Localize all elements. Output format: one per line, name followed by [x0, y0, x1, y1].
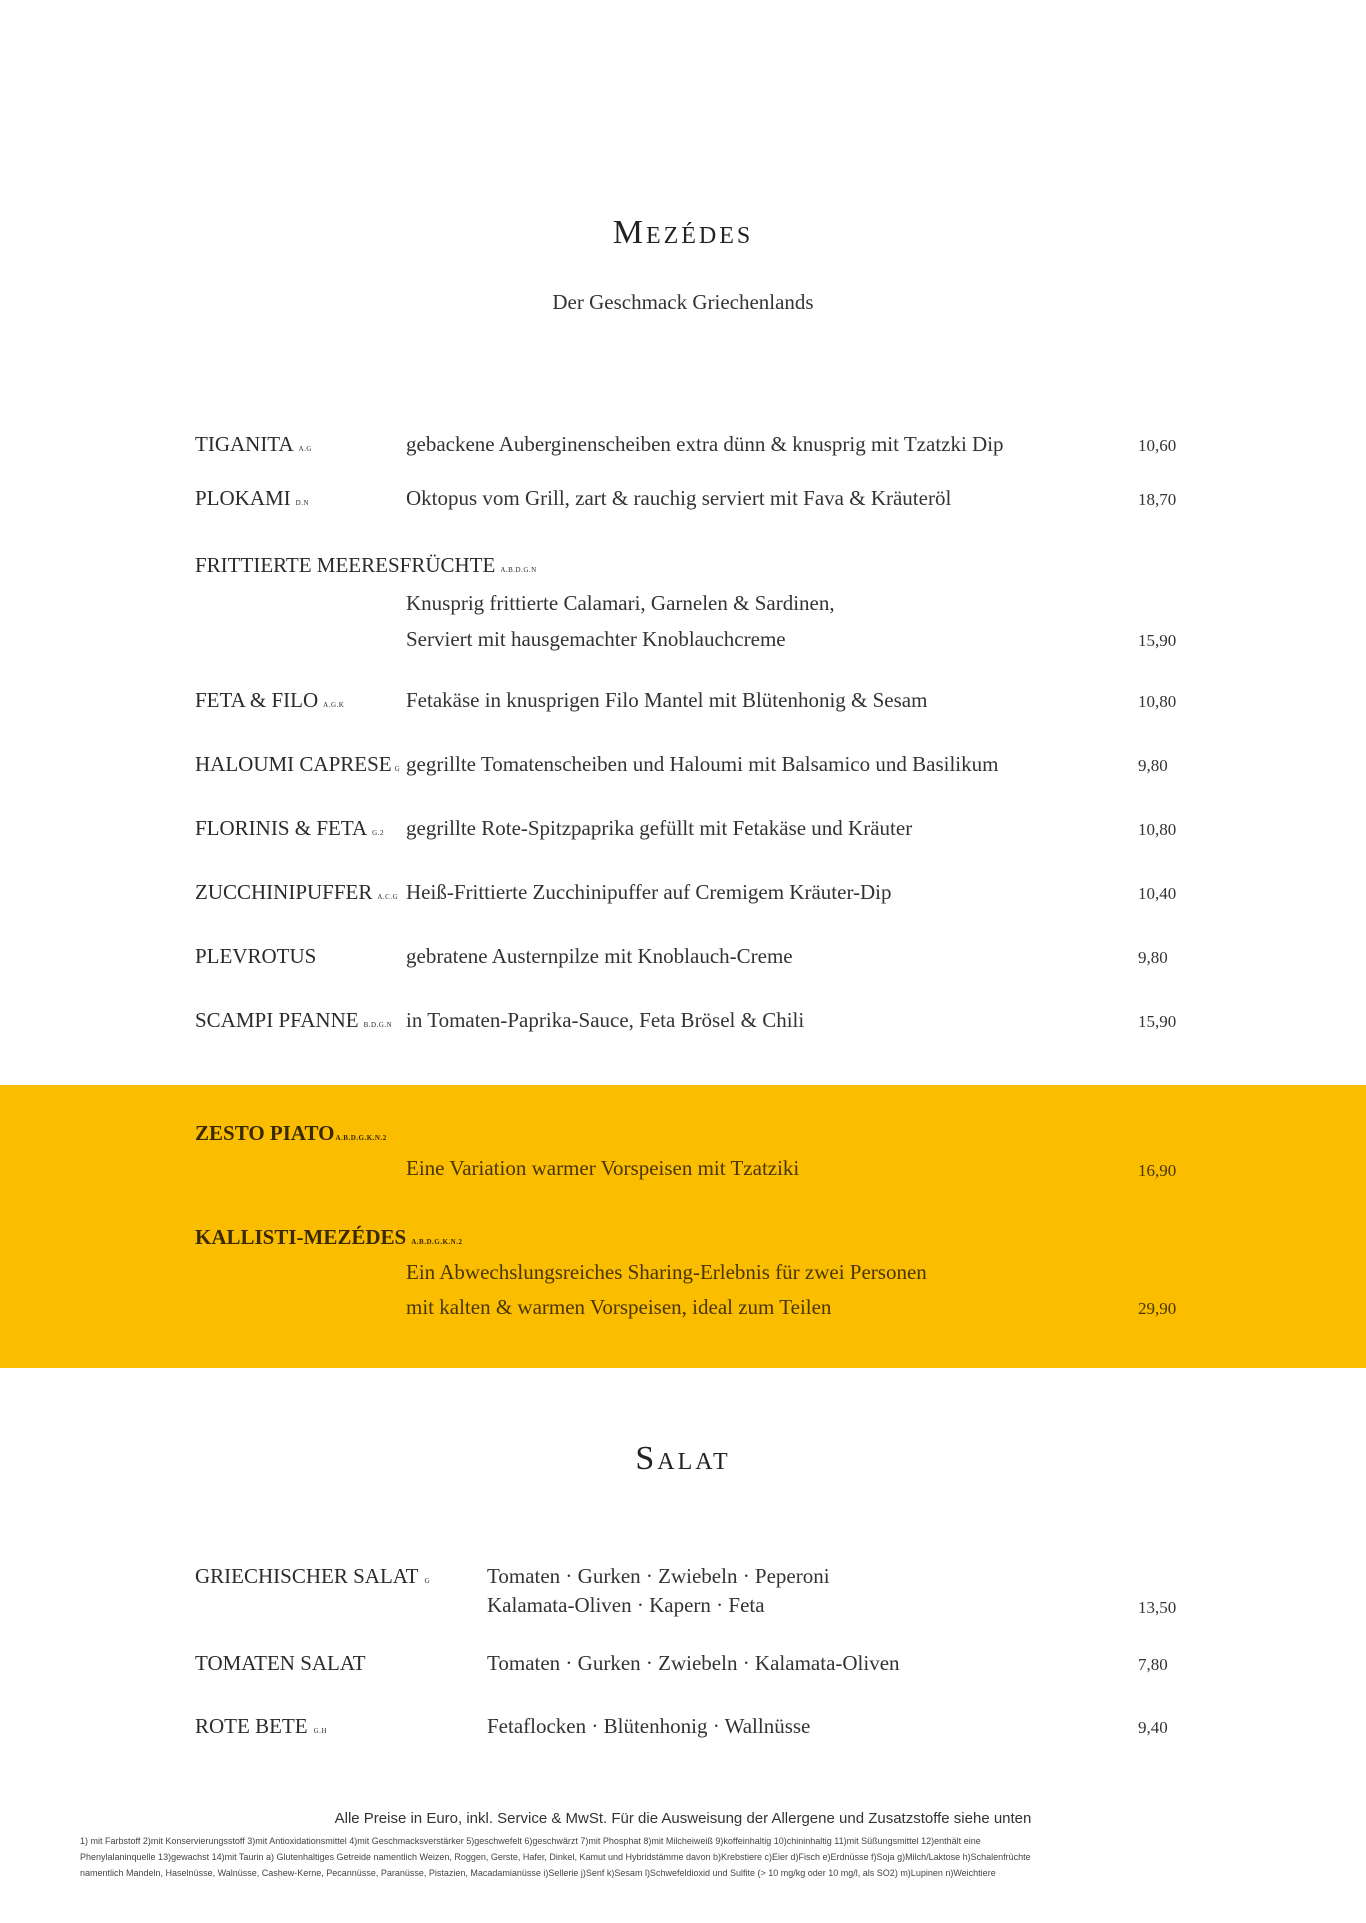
- item-name: ROTE BETE G.H: [195, 1714, 327, 1738]
- item-description-line1: Knusprig frittierte Calamari, Garnelen & Sardinen,: [406, 591, 835, 615]
- item-price: 16,90: [1138, 1161, 1177, 1180]
- allergen-codes: A.B.D.G.K.N.2: [411, 1238, 463, 1246]
- allergen-codes: A.B.D.G.N: [500, 566, 537, 574]
- item-description: gebackene Auberginenscheiben extra dünn & knusprig mit Tzatzki Dip: [406, 432, 1004, 456]
- allergen-codes: G: [394, 765, 401, 773]
- footer-allergen-legend-line1: 1) mit Farbstoff 2)mit Konservierungsstoff 3)mit Antioxidationsmittel 4)mit Geschmacksverstärker 5)geschwefelt 6)geschwärzt 7)mit Phosphat 8)mit Milcheiweiß 9)koffeinhaltig 10)chininhaltig 11)mit Süßungsmittel 12)enthält eine: [80, 1836, 981, 1846]
- item-description: Fetakäse in knusprigen Filo Mantel mit Blütenhonig & Sesam: [406, 688, 928, 712]
- item-description: Fetaflocken · Blütenhonig · Wallnüsse: [487, 1714, 811, 1738]
- item-price: 18,70: [1138, 490, 1177, 509]
- specials-highlight-band: [0, 1085, 1366, 1368]
- item-name: SCAMPI PFANNE B.D.G.N: [195, 1008, 393, 1032]
- item-price: 10,80: [1138, 692, 1177, 711]
- section-subtitle: Der Geschmack Griechenlands: [552, 290, 814, 314]
- item-description: Tomaten · Gurken · Zwiebeln · Kalamata-Oliven: [487, 1651, 900, 1675]
- item-description: gegrillte Tomatenscheiben und Haloumi mit Balsamico und Basilikum: [406, 752, 999, 776]
- allergen-codes: A.G: [298, 445, 312, 453]
- item-name: PLOKAMI D.N: [195, 486, 310, 510]
- item-price: 9,40: [1138, 1718, 1168, 1737]
- item-price: 10,80: [1138, 820, 1177, 839]
- allergen-codes: D.N: [295, 499, 310, 507]
- menu-item-tomaten-salat: [0, 1651, 1366, 1691]
- item-name: FRITTIERTE MEERESFRÜCHTE A.B.D.G.N: [195, 553, 537, 577]
- menu-item-tiganita: [0, 432, 1366, 472]
- item-price: 13,50: [1138, 1598, 1177, 1617]
- menu-item-kallisti-mezedes: [0, 1225, 1366, 1345]
- item-description-line2: mit kalten & warmen Vorspeisen, ideal zum Teilen: [406, 1295, 832, 1319]
- item-description: gegrillte Rote-Spitzpaprika gefüllt mit Fetakäse und Kräuter: [406, 816, 913, 840]
- item-name: ZESTO PIATOA.B.D.G.K.N.2: [195, 1121, 387, 1145]
- item-name: FLORINIS & FETA G.2: [195, 816, 384, 840]
- menu-item-florinis-feta: [0, 816, 1366, 856]
- menu-item-frittierte-meeresfruechte: [0, 553, 1366, 653]
- item-name: ZUCCHINIPUFFER A.C.G: [195, 880, 399, 904]
- item-name: GRIECHISCHER SALAT G: [195, 1564, 430, 1588]
- item-price: 9,80: [1138, 756, 1168, 775]
- menu-item-griechischer-salat: [0, 1564, 1366, 1634]
- allergen-codes: A.G.K: [323, 701, 345, 709]
- section-title-salat: Salat: [635, 1440, 731, 1477]
- item-description-line2: Kalamata-Oliven · Kapern · Feta: [487, 1593, 765, 1617]
- footer-allergen-legend-line2: Phenylalaninquelle 13)gewachst 14)mit Taurin a) Glutenhaltiges Getreide namentlich Weizen, Roggen, Gerste, Hafer, Dinkel, Kamut und Hybridstämme davon b)Krebstiere c)Eier d)Fisch e)Erdnüsse f)Soja g)Milch/Laktose h)Schalenfrüchte: [80, 1852, 1031, 1862]
- item-price: 10,40: [1138, 884, 1177, 903]
- item-price: 7,80: [1138, 1655, 1168, 1674]
- item-price: 29,90: [1138, 1299, 1177, 1318]
- section-title-mezedes: Mezédes: [612, 214, 754, 251]
- menu-item-plokami: [0, 486, 1366, 526]
- allergen-codes: G.H: [313, 1727, 327, 1735]
- item-description-line1: Tomaten · Gurken · Zwiebeln · Peperoni: [487, 1564, 830, 1588]
- item-description-line2: Serviert mit hausgemachter Knoblauchcreme: [406, 627, 786, 651]
- footer-allergen-legend-line3: namentlich Mandeln, Haselnüsse, Walnüsse, Cashew-Kerne, Pecannüsse, Paranüsse, Pistazien, Macadamianüsse i)Sellerie j)Senf k)Sesam l)Schwefeldioxid und Sulfite (> 10 mg/kg oder 10 mg/l, als SO2) m)Lupinen n)Weichtiere: [80, 1868, 996, 1878]
- menu-item-zucchinipuffer: [0, 880, 1366, 920]
- allergen-codes: G.2: [372, 829, 384, 837]
- item-description: in Tomaten-Paprika-Sauce, Feta Brösel & Chili: [406, 1008, 805, 1032]
- allergen-codes: B.D.G.N: [363, 1021, 393, 1029]
- item-description: Eine Variation warmer Vorspeisen mit Tzatziki: [406, 1156, 800, 1180]
- item-name: TOMATEN SALAT: [195, 1651, 366, 1675]
- item-price: 15,90: [1138, 1012, 1177, 1031]
- item-name: TIGANITA A.G: [195, 432, 312, 456]
- item-description: Heiß-Frittierte Zucchinipuffer auf Cremigem Kräuter-Dip: [406, 880, 892, 904]
- item-description: Oktopus vom Grill, zart & rauchig serviert mit Fava & Kräuteröl: [406, 486, 952, 510]
- item-price: 10,60: [1138, 436, 1177, 455]
- item-name: HALOUMI CAPRESE G: [195, 752, 401, 776]
- menu-item-zesto-piato: [0, 1121, 1366, 1211]
- item-price: 15,90: [1138, 631, 1177, 650]
- menu-item-plevrotus: [0, 944, 1366, 984]
- menu-item-rote-bete: [0, 1714, 1366, 1754]
- allergen-codes: A.B.D.G.K.N.2: [335, 1134, 387, 1142]
- menu-item-scampi-pfanne: [0, 1008, 1366, 1048]
- menu-item-haloumi-caprese: [0, 752, 1366, 792]
- allergen-codes: A.C.G: [377, 893, 399, 901]
- item-description: gebratene Austernpilze mit Knoblauch-Creme: [406, 944, 793, 968]
- menu-item-feta-filo: [0, 688, 1366, 728]
- allergen-codes: G: [424, 1577, 430, 1585]
- item-description-line1: Ein Abwechslungsreiches Sharing-Erlebnis für zwei Personen: [406, 1260, 927, 1284]
- footer-price-note: Alle Preise in Euro, inkl. Service & MwSt. Für die Ausweisung der Allergene und Zusatzstoffe siehe unten: [334, 1810, 1032, 1827]
- item-name: PLEVROTUS: [195, 944, 317, 968]
- item-price: 9,80: [1138, 948, 1168, 967]
- item-name: KALLISTI-MEZÉDES A.B.D.G.K.N.2: [195, 1225, 463, 1249]
- item-name: FETA & FILO A.G.K: [195, 688, 345, 712]
